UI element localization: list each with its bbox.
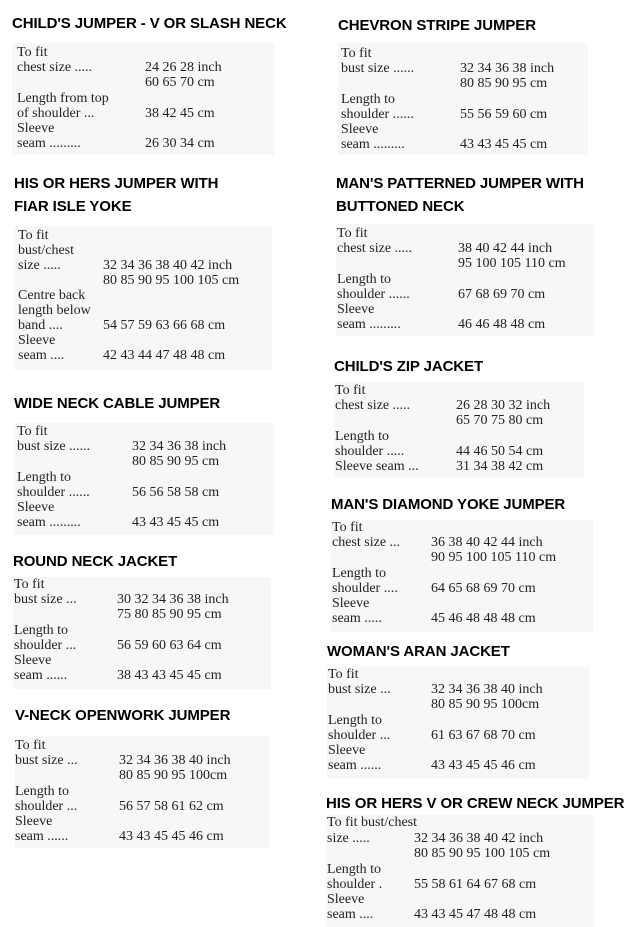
row-values: 32 34 36 38 40 inch — [119, 753, 231, 768]
row-label: Sleeve — [15, 814, 53, 829]
row-values: 80 85 90 95 100 105 cm — [103, 273, 240, 288]
section-title: V-NECK OPENWORK JUMPER — [15, 707, 231, 724]
row-label: of shoulder ... — [17, 106, 95, 121]
row-label: To fit — [15, 738, 46, 753]
row-label: Centre back — [18, 288, 86, 303]
row-label: shoulder ... — [15, 799, 78, 814]
row-values: 75 80 85 90 95 cm — [117, 607, 222, 622]
row-values: 80 85 90 95 cm — [460, 76, 548, 91]
size-table — [326, 815, 594, 927]
row-label: chest size ..... — [337, 241, 413, 256]
row-values: 60 65 70 cm — [145, 75, 215, 90]
row-values: 32 34 36 38 40 42 inch — [414, 831, 544, 846]
row-label: Sleeve — [14, 653, 52, 668]
row-label: length below — [18, 303, 91, 318]
section-title: MAN'S DIAMOND YOKE JUMPER — [331, 496, 566, 513]
section-title: MAN'S PATTERNED JUMPER WITH BUTTONED NECK — [336, 175, 584, 215]
row-label: Length to — [327, 862, 382, 877]
row-values: 54 57 59 63 66 68 cm — [103, 318, 226, 333]
row-values: 46 46 48 48 cm — [458, 317, 546, 332]
row-values: 30 32 34 36 38 inch — [117, 592, 229, 607]
row-label: To fit — [341, 46, 372, 61]
section-womans-aran-jacket — [327, 640, 589, 779]
row-values: 65 70 75 80 cm — [456, 413, 544, 428]
row-values: 43 43 45 45 cm — [460, 137, 548, 152]
row-values: 36 38 40 42 44 inch — [431, 535, 543, 550]
row-label: Length to — [14, 623, 69, 638]
row-label: Sleeve — [327, 892, 365, 907]
section-childs-jumper — [12, 12, 287, 155]
row-label: seam ......... — [17, 136, 81, 151]
row-values: 45 46 48 48 48 cm — [431, 611, 536, 626]
row-values: 95 100 105 110 cm — [458, 256, 566, 271]
section-title: ROUND NECK JACKET — [13, 553, 178, 570]
section-fair-isle-jumper — [14, 172, 272, 370]
row-values: 24 26 28 inch — [145, 60, 222, 75]
section-mans-diamond-yoke-jumper — [331, 493, 593, 632]
row-label: shoulder ...... — [341, 107, 414, 122]
row-label: seam .... — [18, 348, 65, 363]
section-title: WIDE NECK CABLE JUMPER — [14, 395, 221, 412]
size-table — [331, 520, 593, 632]
section-round-neck-jacket — [13, 550, 271, 689]
row-label: shoulder ... — [14, 638, 77, 653]
row-label: Sleeve — [328, 743, 366, 758]
row-values: 44 46 50 54 cm — [456, 444, 544, 459]
row-values: 43 43 45 45 46 cm — [431, 758, 536, 773]
row-values: 38 40 42 44 inch — [458, 241, 553, 256]
row-label: seam ......... — [17, 515, 81, 530]
row-label: To fit bust/chest — [327, 815, 418, 830]
row-label: Sleeve — [332, 596, 370, 611]
size-table — [14, 226, 272, 370]
row-label: Length to — [15, 784, 70, 799]
row-label: shoulder . — [327, 877, 383, 892]
row-label: To fit — [337, 226, 368, 241]
size-table — [12, 43, 274, 155]
row-values: 55 58 61 64 67 68 cm — [414, 877, 537, 892]
row-values: 56 56 58 58 cm — [132, 485, 220, 500]
row-values: 80 85 90 95 cm — [132, 454, 220, 469]
row-values: 56 57 58 61 62 cm — [119, 799, 224, 814]
row-values: 80 85 90 95 100 105 cm — [414, 846, 551, 861]
row-label: seam ...... — [15, 829, 69, 844]
row-label: seam .... — [327, 907, 374, 922]
row-values: 61 63 67 68 70 cm — [431, 728, 536, 743]
row-label: seam ...... — [328, 758, 382, 773]
row-label: bust size ...... — [341, 61, 415, 76]
row-label: Sleeve seam ... — [335, 459, 419, 474]
row-label: bust size ... — [15, 753, 78, 768]
size-table — [13, 577, 271, 689]
row-label: bust/chest — [18, 243, 74, 258]
row-values: 38 43 43 45 45 cm — [117, 668, 222, 683]
section-title: CHILD'S JUMPER - V OR SLASH NECK — [12, 15, 287, 32]
row-values: 32 34 36 38 inch — [132, 439, 227, 454]
row-values: 43 43 45 45 cm — [132, 515, 220, 530]
row-label: Sleeve — [17, 500, 55, 515]
row-values: 43 43 45 45 46 cm — [119, 829, 224, 844]
row-label: bust size ... — [328, 682, 391, 697]
section-v-or-crew-neck-jumper — [326, 792, 624, 927]
size-table — [15, 736, 269, 848]
row-label: chest size ..... — [335, 398, 411, 413]
row-label: seam ......... — [337, 317, 401, 332]
row-label: shoulder ..... — [335, 444, 405, 459]
row-values: 32 34 36 38 inch — [460, 61, 555, 76]
row-label: To fit — [332, 520, 363, 535]
row-label: bust size ...... — [17, 439, 91, 454]
row-label: size ..... — [18, 258, 61, 273]
row-label: shoulder .... — [332, 581, 398, 596]
row-label: To fit — [17, 424, 48, 439]
row-label: seam ......... — [341, 137, 405, 152]
size-table — [327, 667, 589, 779]
row-values: 64 65 68 69 70 cm — [431, 581, 536, 596]
section-wide-neck-cable-jumper — [14, 392, 274, 535]
row-label: Length from top — [17, 91, 109, 106]
row-label: seam ...... — [14, 668, 68, 683]
row-values: 32 34 36 38 40 42 inch — [103, 258, 233, 273]
row-label: Length to — [328, 713, 383, 728]
row-values: 31 34 38 42 cm — [456, 459, 544, 474]
row-label: shoulder ...... — [337, 287, 410, 302]
section-title: HIS OR HERS JUMPER WITH FIAR ISLE YOKE — [14, 175, 219, 215]
row-label: band .... — [18, 318, 63, 333]
row-label: shoulder ... — [328, 728, 391, 743]
section-childs-zip-jacket — [334, 355, 584, 478]
section-title: WOMAN'S ARAN JACKET — [327, 643, 510, 660]
row-values: 26 28 30 32 inch — [456, 398, 551, 413]
row-label: Sleeve — [337, 302, 375, 317]
row-label: Length to — [332, 566, 387, 581]
row-label: chest size ... — [332, 535, 401, 550]
row-values: 38 42 45 cm — [145, 106, 215, 121]
section-title: HIS OR HERS V OR CREW NECK JUMPER — [326, 795, 625, 812]
row-values: 55 56 59 60 cm — [460, 107, 548, 122]
row-label: Length to — [341, 92, 396, 107]
row-label: Length to — [335, 429, 390, 444]
row-label: Sleeve — [18, 333, 56, 348]
row-label: seam ..... — [332, 611, 382, 626]
row-label: Sleeve — [17, 121, 55, 136]
row-label: chest size ..... — [17, 60, 93, 75]
row-label: To fit — [18, 228, 49, 243]
size-table — [14, 423, 274, 535]
row-values: 80 85 90 95 100cm — [431, 697, 540, 712]
row-label: Sleeve — [341, 122, 379, 137]
row-values: 90 95 100 105 110 cm — [431, 550, 557, 565]
row-values: 26 30 34 cm — [145, 136, 215, 151]
row-values: 56 59 60 63 64 cm — [117, 638, 222, 653]
section-chevron-stripe-jumper — [338, 14, 588, 155]
section-v-neck-openwork-jumper — [15, 704, 269, 848]
row-label: To fit — [17, 45, 48, 60]
row-values: 43 43 45 47 48 48 cm — [414, 907, 537, 922]
row-values: 80 85 90 95 100cm — [119, 768, 228, 783]
size-table — [334, 382, 584, 478]
row-label: To fit — [14, 577, 45, 592]
row-label: size ..... — [327, 831, 370, 846]
section-mans-patterned-jumper — [336, 172, 594, 336]
row-values: 32 34 36 38 40 inch — [431, 682, 543, 697]
size-table — [336, 224, 594, 336]
row-values: 42 43 44 47 48 48 cm — [103, 348, 226, 363]
row-label: shoulder ...... — [17, 485, 90, 500]
row-label: Length to — [337, 272, 392, 287]
row-label: To fit — [335, 383, 366, 398]
row-label: Length to — [17, 470, 72, 485]
section-title: CHILD'S ZIP JACKET — [334, 358, 484, 375]
section-title: CHEVRON STRIPE JUMPER — [338, 17, 536, 34]
row-label: bust size ... — [14, 592, 77, 607]
row-label: To fit — [328, 667, 359, 682]
row-values: 67 68 69 70 cm — [458, 287, 546, 302]
size-table — [338, 43, 588, 155]
